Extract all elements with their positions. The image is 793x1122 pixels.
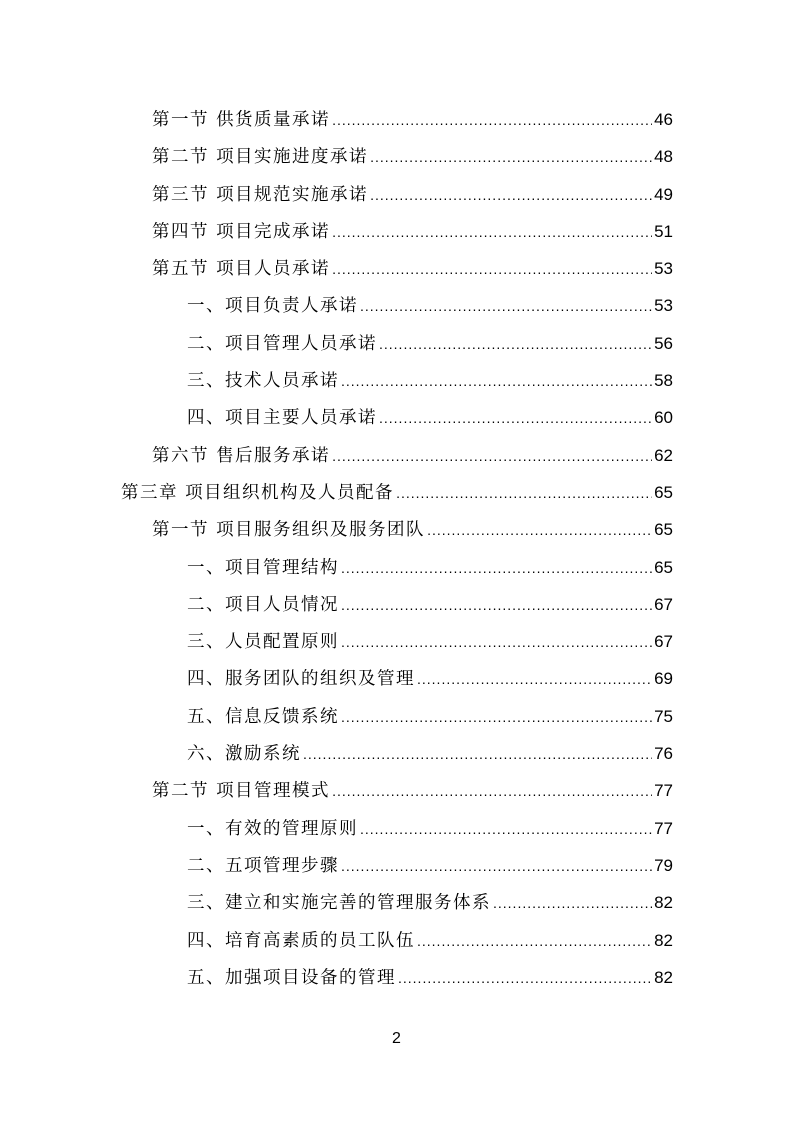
toc-entry[interactable] bbox=[0, 623, 793, 660]
toc-leader bbox=[493, 885, 652, 922]
page-number: 2 bbox=[392, 1030, 401, 1047]
toc-entry-page: 48 bbox=[654, 147, 673, 167]
toc-entry-label: 第一节 项目服务组织及服务团队 bbox=[152, 520, 426, 541]
toc-entry-page: 67 bbox=[654, 632, 673, 652]
toc-entry-label: 第五节 项目人员承诺 bbox=[152, 259, 331, 280]
toc-leader bbox=[379, 326, 652, 363]
toc-entry[interactable] bbox=[0, 586, 793, 623]
toc-entry[interactable] bbox=[0, 362, 793, 399]
toc-entry[interactable] bbox=[0, 213, 793, 250]
toc-leader bbox=[370, 139, 652, 176]
toc-entry-page: 82 bbox=[654, 930, 673, 950]
toc-leader bbox=[332, 214, 652, 251]
toc-entry-label: 第六节 售后服务承诺 bbox=[152, 445, 331, 466]
toc-entry[interactable] bbox=[0, 176, 793, 213]
toc-entry[interactable] bbox=[0, 138, 793, 175]
toc-entry[interactable] bbox=[0, 437, 793, 474]
toc-entry-label: 二、项目管理人员承诺 bbox=[187, 333, 377, 354]
toc-entry-label: 六、激励系统 bbox=[187, 744, 301, 765]
toc-entry-page: 82 bbox=[654, 967, 673, 987]
toc-leader bbox=[341, 550, 652, 587]
toc-leader bbox=[360, 811, 652, 848]
toc-entry[interactable] bbox=[0, 399, 793, 436]
toc-entry-label: 三、技术人员承诺 bbox=[187, 371, 339, 392]
toc-entry-page: 65 bbox=[654, 520, 673, 540]
toc-leader bbox=[332, 102, 652, 139]
toc-entry[interactable] bbox=[0, 549, 793, 586]
toc-entry-page: 76 bbox=[654, 744, 673, 764]
toc-leader bbox=[427, 512, 652, 549]
toc-entry-page: 77 bbox=[654, 781, 673, 801]
toc-leader bbox=[379, 400, 652, 437]
toc-entry[interactable] bbox=[0, 698, 793, 735]
toc-entry-page: 69 bbox=[654, 669, 673, 689]
toc-entry[interactable] bbox=[0, 287, 793, 324]
toc-leader bbox=[417, 923, 652, 960]
toc-entry-label: 四、项目主要人员承诺 bbox=[187, 408, 377, 429]
toc-entry[interactable] bbox=[0, 847, 793, 884]
toc-entry-page: 53 bbox=[654, 296, 673, 316]
toc-entry-label: 四、服务团队的组织及管理 bbox=[187, 669, 415, 690]
toc-entry-page: 60 bbox=[654, 408, 673, 428]
toc-entry-label: 一、有效的管理原则 bbox=[187, 818, 358, 839]
toc-entry-page: 65 bbox=[654, 557, 673, 577]
toc-entry[interactable] bbox=[0, 922, 793, 959]
toc-entry-page: 75 bbox=[654, 706, 673, 726]
toc-entry-page: 51 bbox=[654, 221, 673, 241]
toc-entry-label: 第三节 项目规范实施承诺 bbox=[152, 184, 369, 205]
toc-entry-label: 第二节 项目实施进度承诺 bbox=[152, 147, 369, 168]
toc-leader bbox=[370, 177, 652, 214]
toc-entry-label: 三、建立和实施完善的管理服务体系 bbox=[187, 893, 491, 914]
toc-entry[interactable] bbox=[0, 810, 793, 847]
toc-entry-page: 67 bbox=[654, 594, 673, 614]
toc-leader bbox=[303, 736, 652, 773]
toc-entry-page: 49 bbox=[654, 184, 673, 204]
toc-entry-label: 一、项目管理结构 bbox=[187, 557, 339, 578]
toc-leader bbox=[417, 661, 652, 698]
toc-entry-page: 56 bbox=[654, 333, 673, 353]
toc-entry-page: 82 bbox=[654, 893, 673, 913]
toc-entry[interactable] bbox=[0, 250, 793, 287]
toc-chapter-entry[interactable] bbox=[0, 474, 793, 511]
toc-entry-label: 第四节 项目完成承诺 bbox=[152, 221, 331, 242]
toc-entry[interactable] bbox=[0, 735, 793, 772]
toc-leader bbox=[341, 363, 652, 400]
toc-entry-label: 三、人员配置原则 bbox=[187, 632, 339, 653]
toc-entry[interactable] bbox=[0, 101, 793, 138]
toc-entry[interactable] bbox=[0, 325, 793, 362]
toc-leader bbox=[360, 288, 652, 325]
toc-entry-page: 62 bbox=[654, 445, 673, 465]
toc-leader bbox=[396, 475, 652, 512]
toc-leader bbox=[332, 251, 652, 288]
toc-leader bbox=[398, 960, 652, 997]
toc-leader bbox=[332, 438, 652, 475]
table-of-contents bbox=[0, 101, 793, 996]
toc-entry-label: 第二节 项目管理模式 bbox=[152, 781, 331, 802]
toc-entry-page: 65 bbox=[654, 482, 673, 502]
toc-leader bbox=[332, 773, 652, 810]
toc-entry[interactable] bbox=[0, 660, 793, 697]
toc-entry-label: 二、五项管理步骤 bbox=[187, 855, 339, 876]
toc-entry-page: 77 bbox=[654, 818, 673, 838]
toc-entry-label: 第三章 项目组织机构及人员配备 bbox=[121, 482, 395, 503]
toc-entry-label: 五、信息反馈系统 bbox=[187, 706, 339, 727]
toc-entry-label: 一、项目负责人承诺 bbox=[187, 296, 358, 317]
toc-entry-page: 46 bbox=[654, 110, 673, 129]
toc-entry[interactable] bbox=[0, 772, 793, 809]
toc-leader bbox=[341, 587, 652, 624]
toc-entry[interactable] bbox=[0, 884, 793, 921]
toc-leader bbox=[341, 699, 652, 736]
toc-entry[interactable] bbox=[0, 511, 793, 548]
toc-entry-page: 58 bbox=[654, 371, 673, 391]
toc-leader bbox=[341, 848, 652, 885]
toc-entry-label: 第一节 供货质量承诺 bbox=[152, 110, 331, 130]
toc-entry-label: 五、加强项目设备的管理 bbox=[187, 967, 396, 988]
toc-leader bbox=[341, 624, 652, 661]
toc-entry-page: 79 bbox=[654, 855, 673, 875]
toc-entry-label: 二、项目人员情况 bbox=[187, 594, 339, 615]
toc-entry-page: 53 bbox=[654, 259, 673, 279]
toc-entry-label: 四、培育高素质的员工队伍 bbox=[187, 930, 415, 951]
toc-entry[interactable] bbox=[0, 959, 793, 996]
